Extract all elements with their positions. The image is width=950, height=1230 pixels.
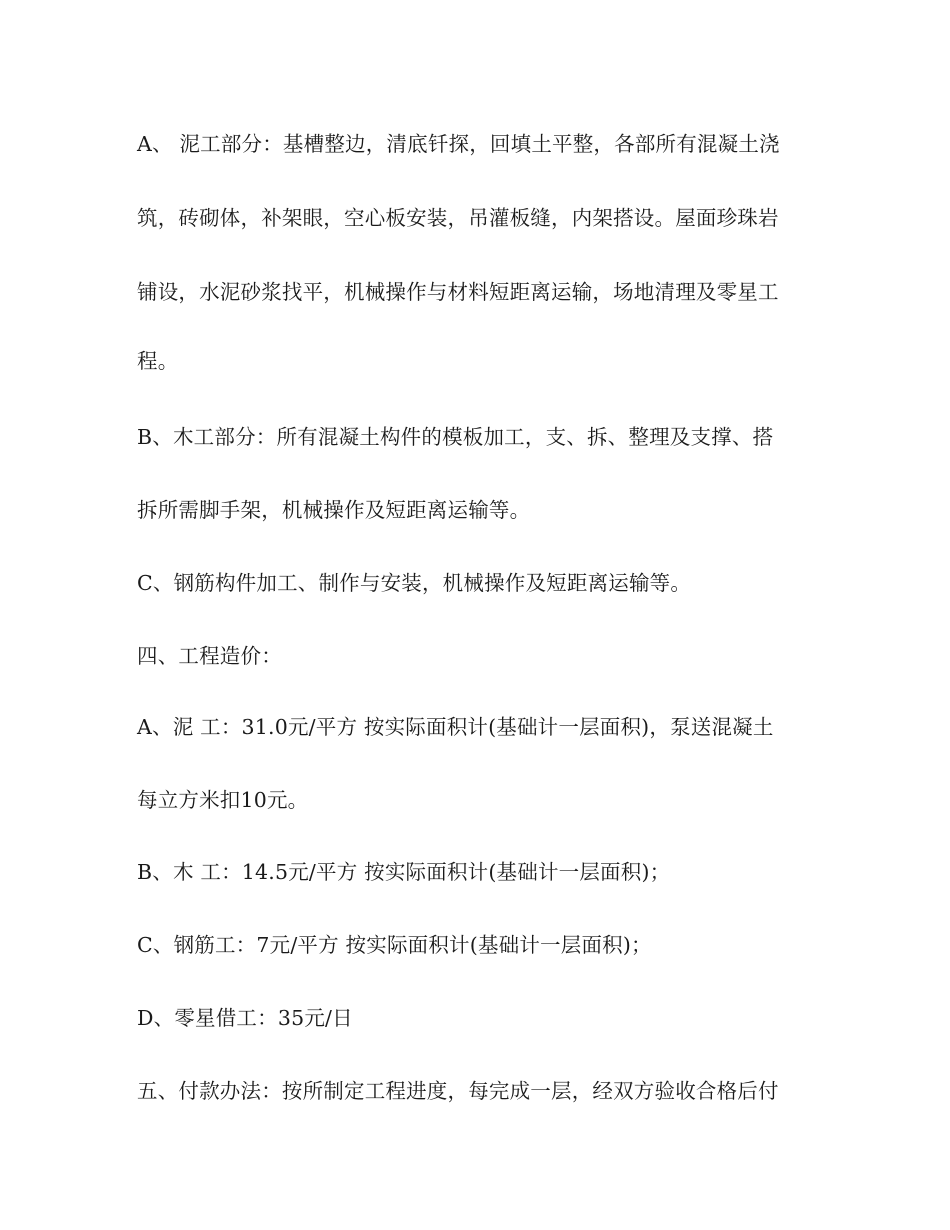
text-line-cost-rebar: C、钢筋工：7元/平方 按实际面积计(基础计一层面积)；: [137, 933, 652, 957]
text-line-mud-work-2: 筑，砖砌体，补架眼，空心板安装，吊灌板缝，内架搭设。屋面珍珠岩: [137, 206, 779, 230]
text-line-cost-mud-1: A、泥 工：31.0元/平方 按实际面积计(基础计一层面积)，泵送混凝土: [137, 715, 774, 739]
text-line-mud-work-4: 程。: [137, 349, 179, 373]
section-heading-cost: 四、工程造价：: [137, 644, 282, 668]
text-line-cost-mud-2: 每立方米扣10元。: [137, 788, 309, 812]
text-line-cost-misc: D、零星借工：35元/日: [137, 1006, 353, 1030]
text-line-rebar: C、钢筋构件加工、制作与安装，机械操作及短距离运输等。: [137, 571, 692, 595]
text-line-mud-work-1: A、 泥工部分：基槽整边，清底钎探，回填土平整，各部所有混凝土浇: [137, 132, 780, 156]
text-line-carpentry-2: 拆所需脚手架，机械操作及短距离运输等。: [137, 498, 531, 522]
text-line-cost-carpentry: B、木 工：14.5元/平方 按实际面积计(基础计一层面积)；: [137, 860, 671, 884]
text-line-carpentry-1: B、木工部分：所有混凝土构件的模板加工，支、拆、整理及支撑、搭: [137, 425, 774, 449]
section-heading-payment: 五、付款办法：按所制定工程进度，每完成一层，经双方验收合格后付: [137, 1079, 779, 1103]
text-line-mud-work-3: 铺设，水泥砂浆找平，机械操作与材料短距离运输，场地清理及零星工: [137, 280, 779, 304]
